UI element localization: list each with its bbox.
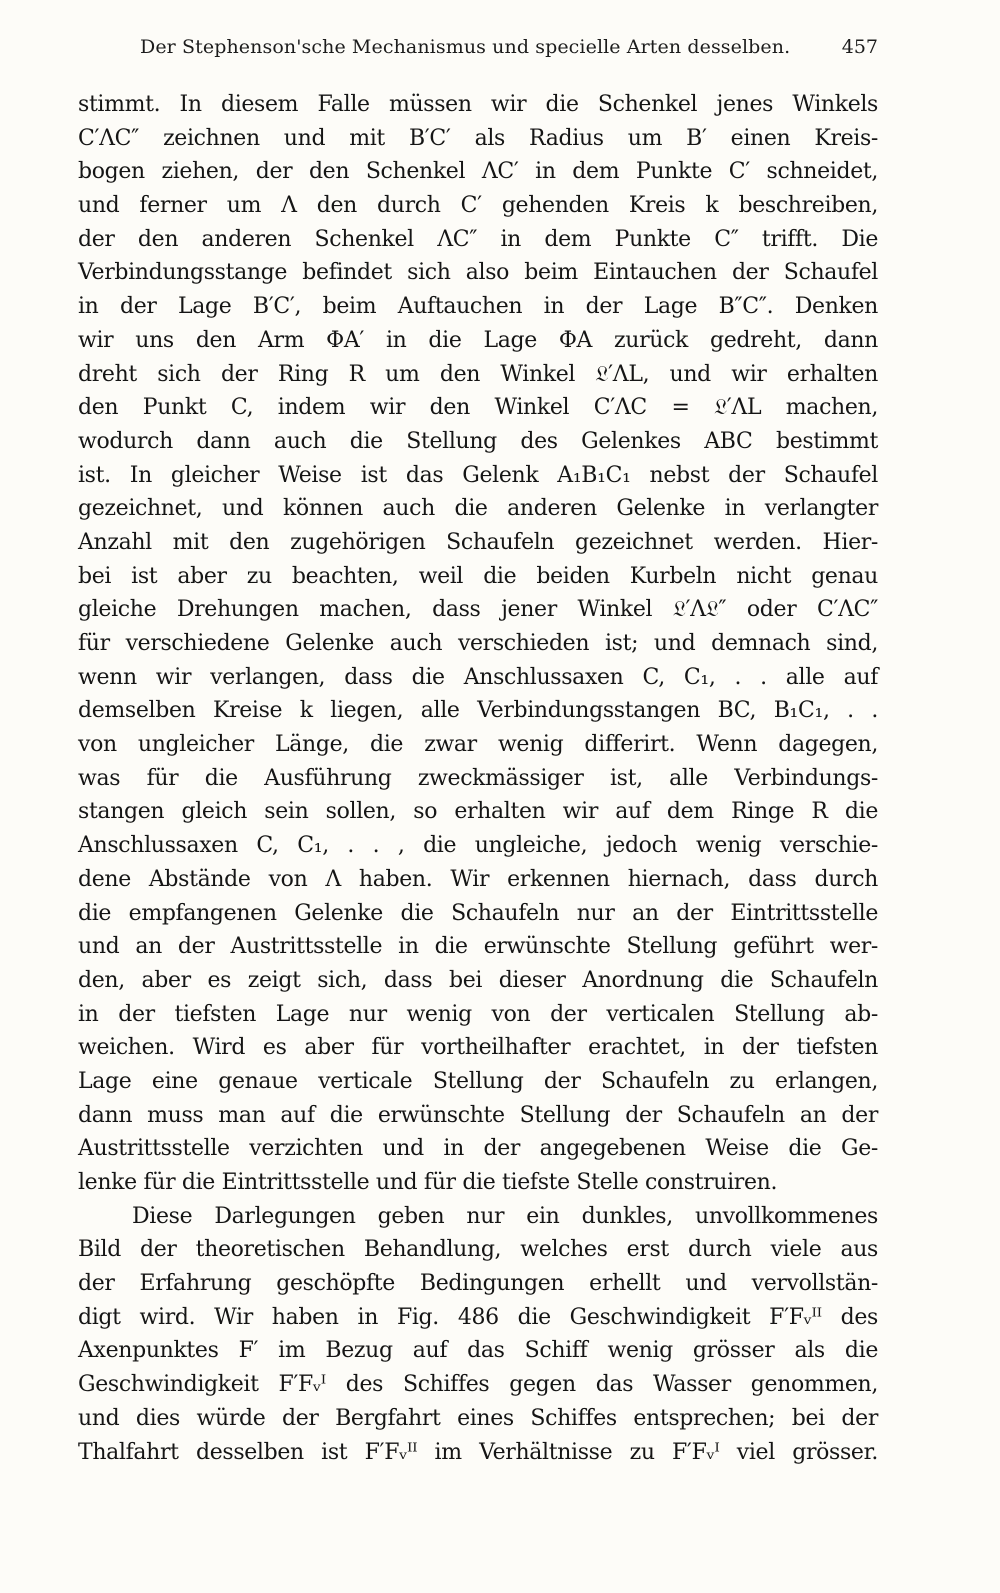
text-line: die empfangenen Gelenke die Schaufeln nur an der Eintrittsstelle (78, 900, 878, 926)
text-line: Diese Darlegungen geben nur ein dunkles, unvollkommenes (132, 1203, 878, 1229)
text-line: und dies würde der Bergfahrt eines Schiffes entsprechen; bei der (78, 1405, 878, 1431)
text-line: dann muss man auf die erwünschte Stellung der Schaufeln an der (78, 1102, 878, 1128)
text-line: gezeichnet, und können auch die anderen Gelenke in verlangter (78, 496, 878, 522)
page-header (78, 30, 880, 66)
text-line: Axenpunktes F′ im Bezug auf das Schiff wenig grösser als die (78, 1338, 878, 1364)
text-line: den, aber es zeigt sich, dass bei dieser Anordnung die Schaufeln (78, 967, 878, 993)
text-line: und an der Austrittsstelle in die erwünschte Stellung geführt wer- (78, 934, 878, 960)
text-line: in der Lage B′C′, beim Auftauchen in der Lage B″C″. Denken (78, 294, 878, 320)
text-line: digt wird. Wir haben in Fig. 486 die Geschwindigkeit F′Fᵥᴵᴵ des (78, 1304, 878, 1330)
text-line: Geschwindigkeit F′Fᵥᴵ des Schiffes gegen das Wasser genommen, (78, 1372, 878, 1398)
running-title: Der Stephenson'sche Mechanismus und specielle Arten desselben. (140, 36, 791, 58)
text-line: in der tiefsten Lage nur wenig von der verticalen Stellung ab- (78, 1001, 878, 1027)
text-line: für verschiedene Gelenke auch verschieden ist; und demnach sind, (78, 631, 878, 656)
text-line: lenke für die Eintrittsstelle und für die tiefste Stelle construiren. (78, 1170, 778, 1195)
text-line: stangen gleich sein sollen, so erhalten wir auf dem Ringe R die (78, 799, 878, 825)
text-line: Verbindungsstange befindet sich also beim Eintauchen der Schaufel (78, 260, 878, 286)
text-line: stimmt. In diesem Falle müssen wir die Schenkel jenes Winkels (78, 92, 878, 117)
text-line: Bild der theoretischen Behandlung, welches erst durch viele aus (78, 1237, 878, 1263)
body-text (78, 88, 878, 1469)
text-line: wir uns den Arm ΦA′ in die Lage ΦA zurück gedreht, dann (78, 327, 878, 353)
text-line: demselben Kreise k liegen, alle Verbindungsstangen BC, B₁C₁, . . (78, 698, 878, 724)
text-line: Anzahl mit den zugehörigen Schaufeln gezeichnet werden. Hier- (78, 529, 878, 555)
text-line: wenn wir verlangen, dass die Anschlussaxen C, C₁, . . alle auf (78, 664, 878, 690)
text-line: von ungleicher Länge, die zwar wenig differirt. Wenn dagegen, (78, 732, 878, 758)
text-line: bogen ziehen, der den Schenkel ΛC′ in dem Punkte C′ schneidet, (78, 159, 878, 185)
text-line: Lage eine genaue verticale Stellung der Schaufeln zu erlangen, (78, 1068, 878, 1094)
text-line: Thalfahrt desselben ist F′Fᵥᴵᴵ im Verhältnisse zu F′Fᵥᴵ viel grösser. (78, 1439, 878, 1465)
text-line: den Punkt C, indem wir den Winkel C′ΛC = 𝔏′ΛL machen, (78, 395, 878, 421)
page-number: 457 (841, 36, 878, 58)
text-line: wodurch dann auch die Stellung des Gelenkes ABC bestimmt (78, 428, 878, 454)
text-line: der Erfahrung geschöpfte Bedingungen erhellt und vervollstän- (78, 1271, 878, 1297)
text-line: Austrittsstelle verzichten und in der angegebenen Weise die Ge- (78, 1136, 878, 1162)
text-line: bei ist aber zu beachten, weil die beiden Kurbeln nicht genau (78, 563, 878, 589)
text-line: der den anderen Schenkel ΛC″ in dem Punkte C″ trifft. Die (78, 226, 878, 252)
text-line: ist. In gleicher Weise ist das Gelenk A₁B₁C₁ nebst der Schaufel (78, 462, 878, 488)
text-line: dreht sich der Ring R um den Winkel 𝔏′ΛL, und wir erhalten (78, 361, 878, 387)
text-line: dene Abstände von Λ haben. Wir erkennen hiernach, dass durch (78, 866, 878, 892)
text-line: Anschlussaxen C, C₁, . . , die ungleiche, jedoch wenig verschie- (78, 833, 878, 859)
text-line: und ferner um Λ den durch C′ gehenden Kreis k beschreiben, (78, 193, 878, 219)
text-line: weichen. Wird es aber für vortheilhafter erachtet, in der tiefsten (78, 1035, 878, 1061)
text-line: gleiche Drehungen machen, dass jener Winkel 𝔏′Λ𝔏″ oder C′ΛC″ (78, 597, 878, 623)
text-line: C′ΛC″ zeichnen und mit B′C′ als Radius um B′ einen Kreis- (78, 125, 878, 151)
text-line: was für die Ausführung zweckmässiger ist, alle Verbindungs- (78, 765, 878, 791)
